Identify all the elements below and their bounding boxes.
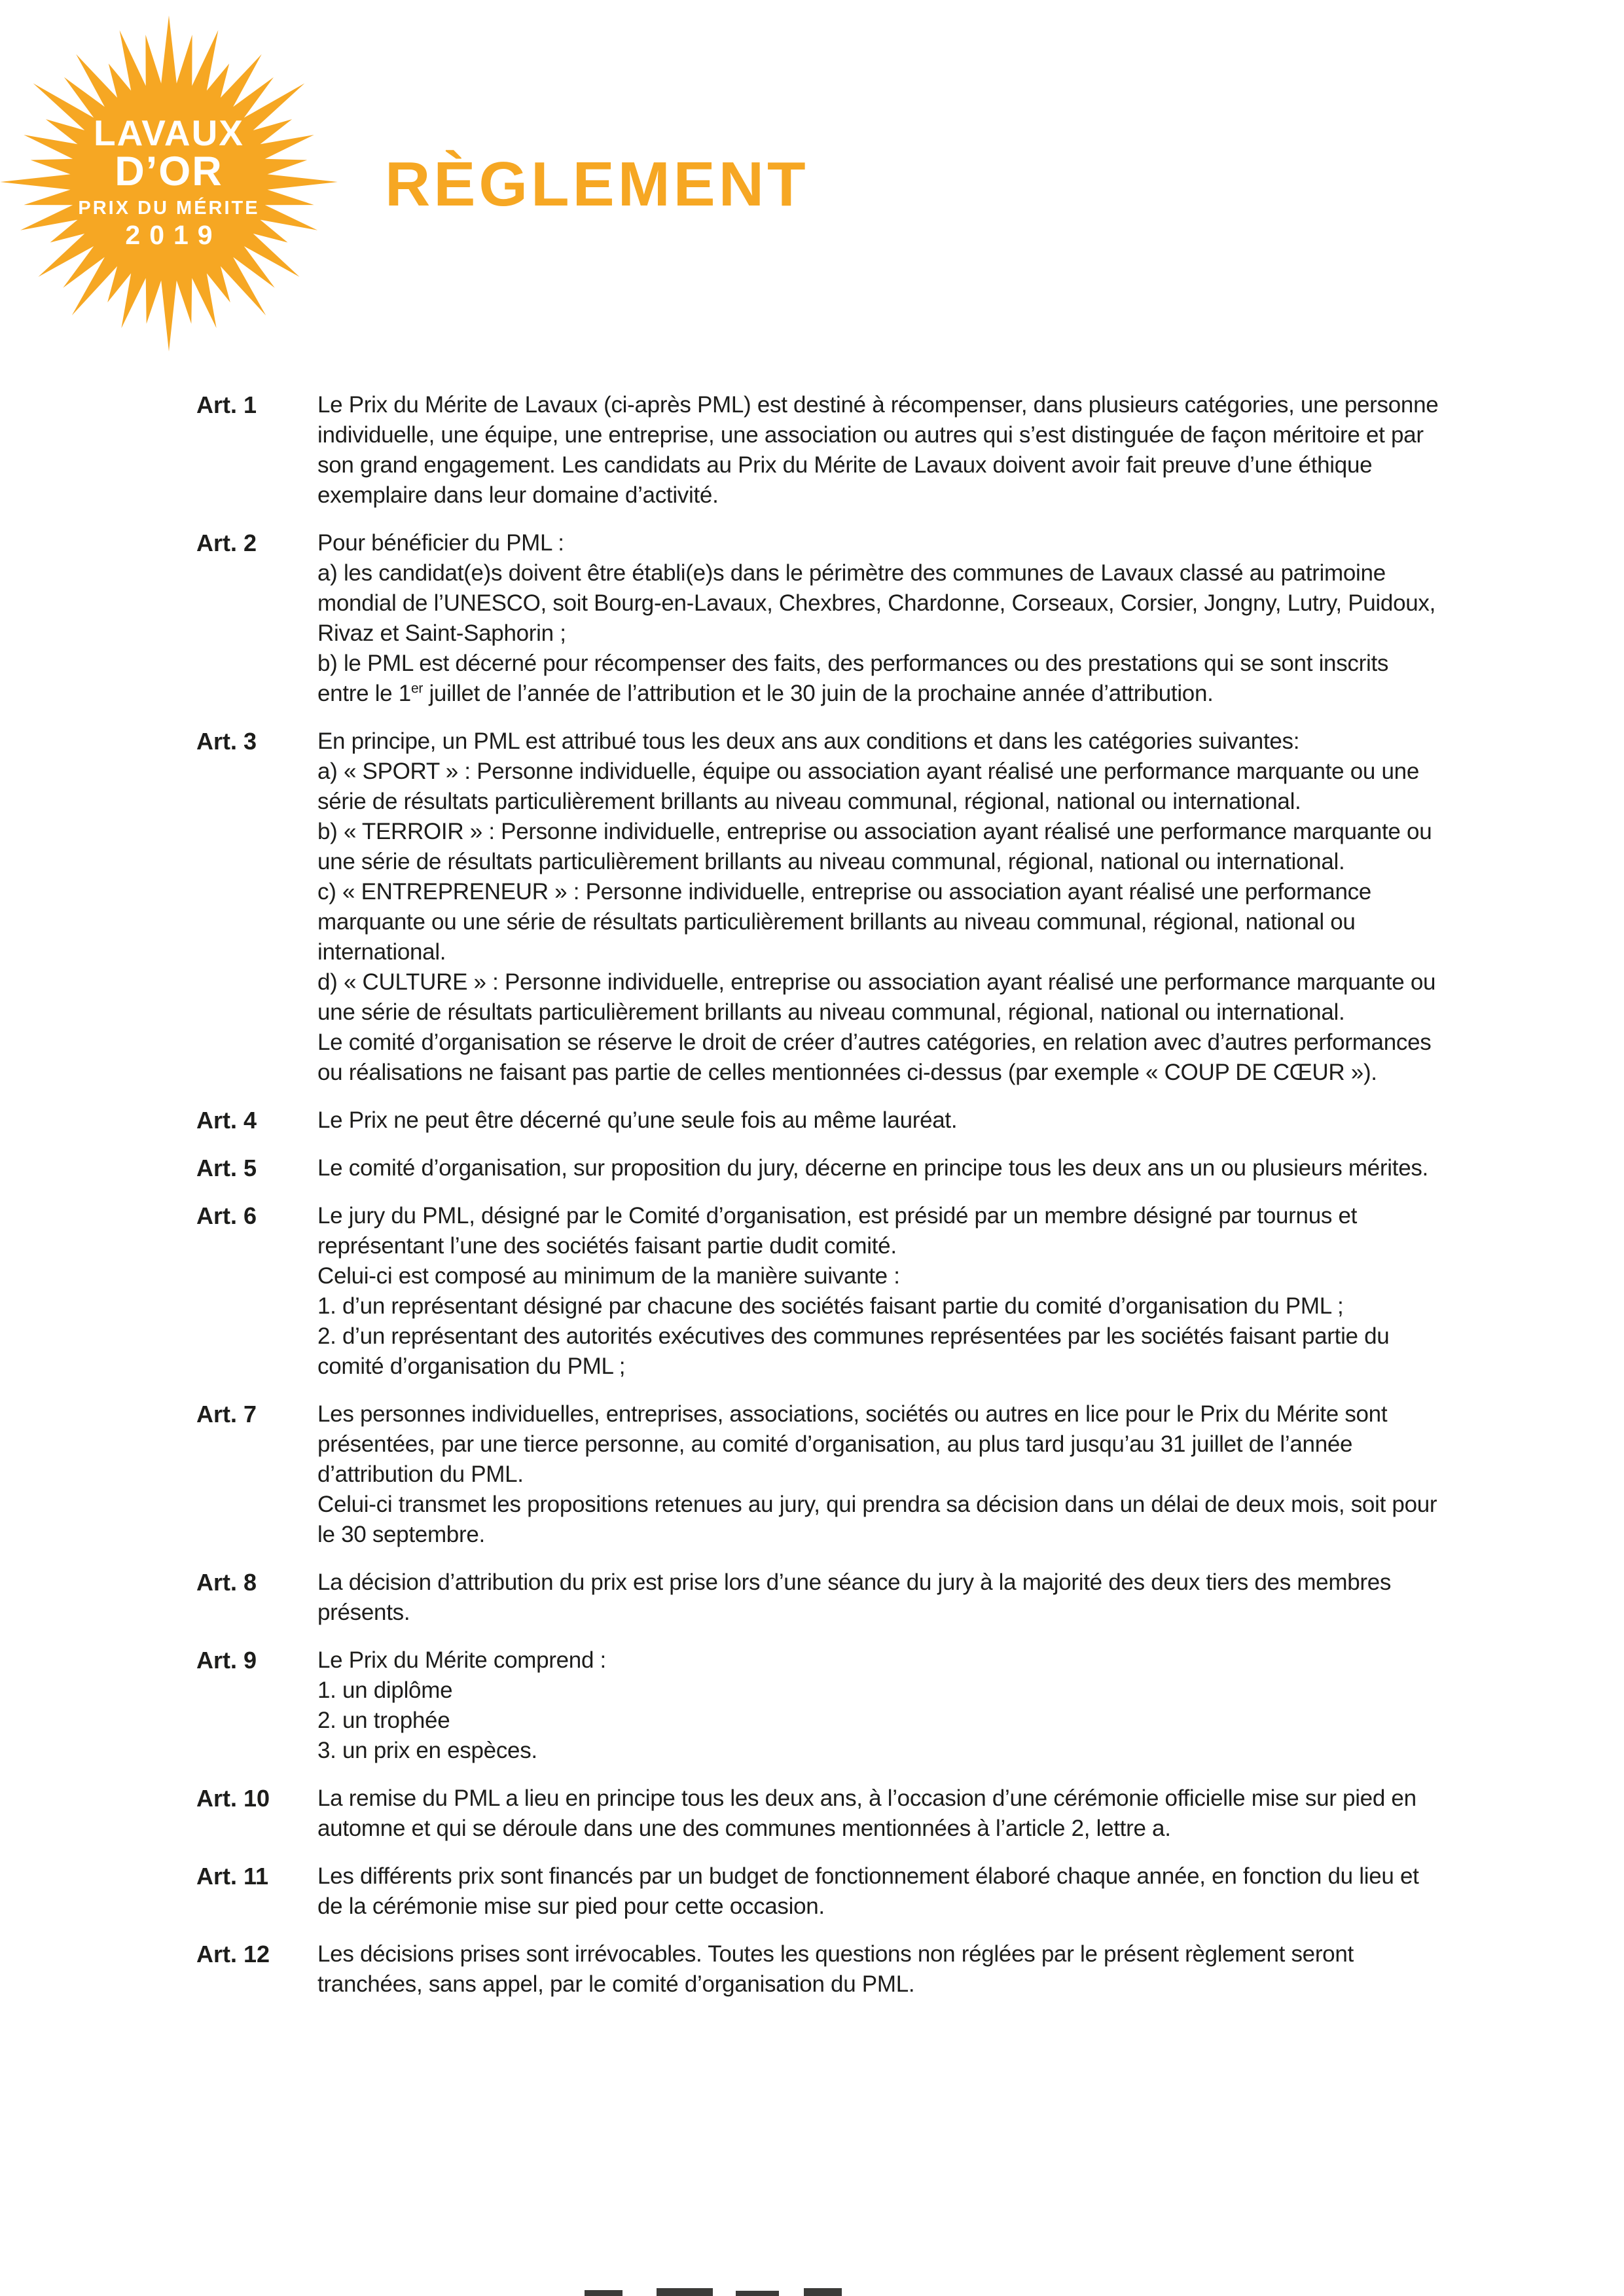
article-paragraph: 1. d’un représentant désigné par chacune des sociétés faisant partie du comité d’organisation du PML ; (317, 1293, 1344, 1319)
article-label: Art. 6 (196, 1202, 257, 1229)
article-label: Art. 10 (196, 1785, 270, 1812)
article-paragraph: 2. un trophée (317, 1708, 450, 1733)
article-paragraph: Le Prix ne peut être décerné qu’une seule fois au même lauréat. (317, 1107, 958, 1133)
logo-line-dor: D’OR (115, 149, 223, 194)
article-body (317, 1153, 1443, 1183)
logo-line-lavaux: LAVAUX (94, 113, 244, 153)
article-row (196, 528, 1443, 709)
article-label: Art. 3 (196, 728, 257, 755)
article-row (196, 1861, 1443, 1922)
article-paragraph: c) « ENTREPRENEUR » : Personne individuelle, entreprise ou association ayant réalisé une performance marquante ou une série de résultats particulièrement brillants au niveau communal, régional, national ou international. (317, 879, 1371, 965)
logo-line-prix-du-merite: PRIX DU MÉRITE (78, 198, 260, 219)
article-label: Art. 5 (196, 1155, 257, 1181)
article-label: Art. 11 (196, 1863, 269, 1890)
article-row (196, 1153, 1443, 1183)
article-body (317, 1784, 1443, 1844)
article-label: Art. 9 (196, 1647, 257, 1674)
cropped-footer-mark (657, 2288, 713, 2296)
article-paragraph: La remise du PML a lieu en principe tous les deux ans, à l’occasion d’une cérémonie officielle mise sur pied en automne et qui se déroule dans une des communes mentionnées à l’article 2, lettre a. (317, 1785, 1416, 1841)
article-paragraph: Les décisions prises sont irrévocables. Toutes les questions non réglées par le présent règlement seront tranchées, sans appel, par le comité d’organisation du PML. (317, 1941, 1354, 1997)
article-paragraph: Le jury du PML, désigné par le Comité d’organisation, est présidé par un membre désigné par tournus et représentant l’une des sociétés faisant partie dudit comité. (317, 1203, 1358, 1259)
article-paragraph: Les personnes individuelles, entreprises, associations, sociétés ou autres en lice pour le Prix du Mérite sont présentées, par une tierce personne, au comité d’organisation, au plus tard jusqu’au 31 juillet de l’année d’attribution du PML. (317, 1401, 1388, 1487)
article-row (196, 1201, 1443, 1382)
article-row (196, 1784, 1443, 1844)
article-label: Art. 2 (196, 529, 257, 556)
logo-text (78, 115, 259, 249)
article-paragraph: Celui-ci transmet les propositions retenues au jury, qui prendra sa décision dans un délai de deux mois, soit pour le 30 septembre. (317, 1492, 1437, 1547)
article-paragraph: Le comité d’organisation se réserve le droit de créer d’autres catégories, en relation avec d’autres performances ou réalisations ne faisant pas partie de celles mentionnées ci-dessus (par exemple « COUP DE CŒUR »). (317, 1030, 1432, 1085)
cropped-footer-mark (736, 2291, 779, 2296)
article-paragraph: Le comité d’organisation, sur proposition du jury, décerne en principe tous les deux ans un ou plusieurs mérites. (317, 1155, 1428, 1181)
article-paragraph: b) le PML est décerné pour récompenser des faits, des performances ou des prestations qui se sont inscrits entre le 1er juillet de l’année de l’attribution et le 30 juin de la prochaine année d’attribution. (317, 651, 1389, 706)
article-paragraph: d) « CULTURE » : Personne individuelle, entreprise ou association ayant réalisé une performance marquante ou une série de résultats particulièrement brillants au niveau communal, régional, national ou international. (317, 969, 1436, 1025)
cropped-footer-mark (585, 2290, 623, 2296)
article-paragraph: La décision d’attribution du prix est prise lors d’une séance du jury à la majorité des deux tiers des membres présents. (317, 1570, 1392, 1625)
articles-list (196, 390, 1443, 2017)
article-body (317, 726, 1443, 1088)
article-body (317, 1568, 1443, 1628)
article-paragraph: En principe, un PML est attribué tous les deux ans aux conditions et dans les catégories suivantes: (317, 728, 1300, 754)
article-body (317, 528, 1443, 709)
page-title: RÈGLEMENT (385, 149, 809, 219)
article-body (317, 1399, 1443, 1550)
article-paragraph: 1. un diplôme (317, 1677, 453, 1703)
article-row (196, 1568, 1443, 1628)
article-paragraph: Pour bénéficier du PML : (317, 530, 564, 556)
article-label: Art. 12 (196, 1941, 270, 1967)
article-body (317, 1201, 1443, 1382)
article-paragraph: 3. un prix en espèces. (317, 1738, 537, 1763)
article-paragraph: b) « TERROIR » : Personne individuelle, entreprise ou association ayant réalisé une performance marquante ou une série de résultats particulièrement brillants au niveau communal, régional, national ou international. (317, 819, 1432, 874)
article-body (317, 390, 1443, 511)
cropped-footer-mark (804, 2288, 842, 2296)
cropped-footer-marks (0, 2287, 1624, 2296)
article-paragraph: 2. d’un représentant des autorités exécutives des communes représentées par les sociétés faisant partie du comité d’organisation du PML ; (317, 1323, 1390, 1379)
article-label: Art. 1 (196, 391, 257, 418)
lavaux-dor-logo (0, 5, 342, 364)
article-paragraph: Les différents prix sont financés par un budget de fonctionnement élaboré chaque année, en fonction du lieu et de la cérémonie mise sur pied pour cette occasion. (317, 1863, 1419, 1919)
article-paragraph: Le Prix du Mérite comprend : (317, 1647, 606, 1673)
article-body (317, 1861, 1443, 1922)
article-row (196, 1939, 1443, 2000)
article-row (196, 390, 1443, 511)
article-paragraph: a) les candidat(e)s doivent être établi(e)s dans le périmètre des communes de Lavaux classé au patrimoine mondial de l’UNESCO, soit Bourg-en-Lavaux, Chexbres, Chardonne, Corseaux, Corsier, Jongny, Lutry, Puidoux, Rivaz et Saint-Saphorin ; (317, 560, 1436, 646)
logo-line-year: 2019 (125, 220, 222, 250)
article-row (196, 1645, 1443, 1766)
article-paragraph: Celui-ci est composé au minimum de la manière suivante : (317, 1263, 900, 1289)
article-label: Art. 8 (196, 1569, 257, 1596)
article-row (196, 1399, 1443, 1550)
article-paragraph: a) « SPORT » : Personne individuelle, équipe ou association ayant réalisé une performance marquante ou une série de résultats particulièrement brillants au niveau communal, régional, national ou international. (317, 759, 1419, 814)
article-row (196, 1105, 1443, 1136)
article-paragraph: Le Prix du Mérite de Lavaux (ci-après PML) est destiné à récompenser, dans plusieurs catégories, une personne individuelle, une équipe, une entreprise, une association ou autres qui s’est distinguée de façon méritoire et par son grand engagement. Les candidats au Prix du Mérite de Lavaux doivent avoir fait preuve d’une éthique exemplaire dans leur domaine d’activité. (317, 392, 1439, 508)
article-row (196, 726, 1443, 1088)
article-body (317, 1939, 1443, 2000)
article-body (317, 1645, 1443, 1766)
article-label: Art. 4 (196, 1107, 257, 1134)
article-body (317, 1105, 1443, 1136)
article-label: Art. 7 (196, 1401, 257, 1427)
